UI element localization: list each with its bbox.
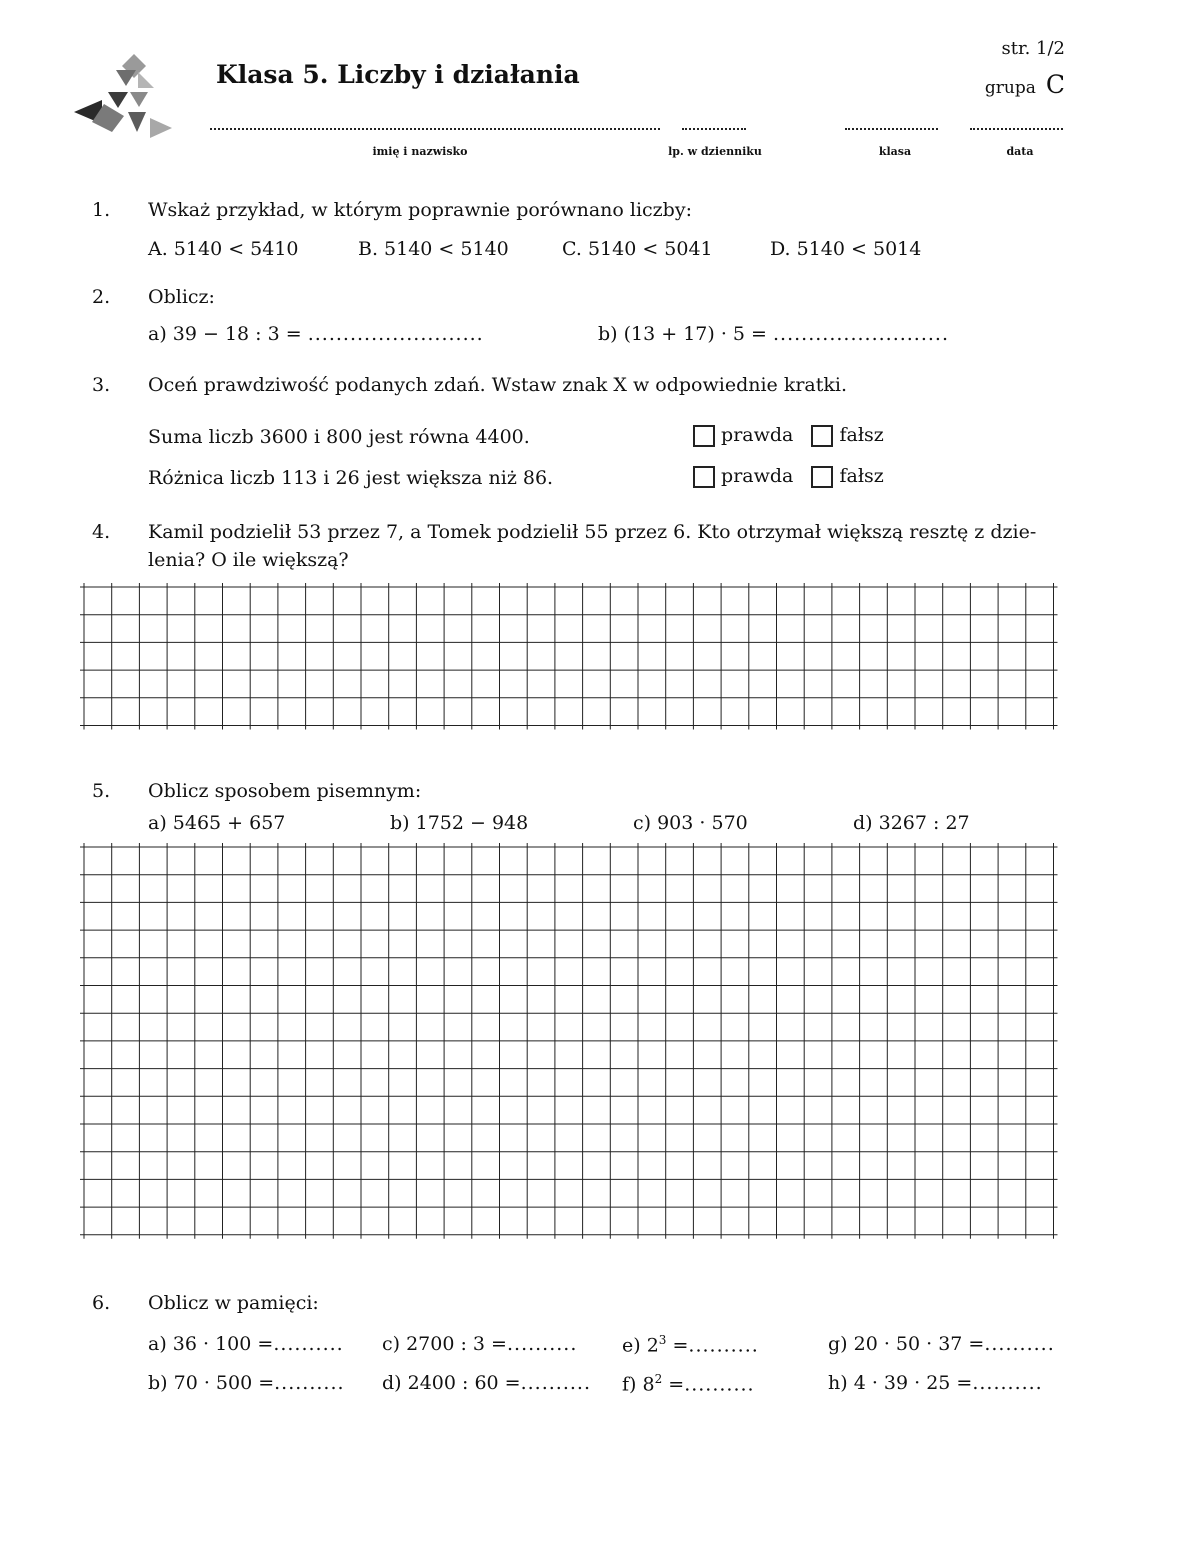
q4-number: 4.	[92, 521, 111, 543]
q4-answer-grid[interactable]	[80, 583, 1060, 753]
q6-e-blank[interactable]: ..........	[688, 1334, 759, 1357]
q2-part-b	[598, 323, 949, 345]
q2-number: 2.	[92, 286, 111, 308]
q3-number: 3.	[92, 374, 111, 396]
q2-text: Oblicz:	[148, 286, 215, 308]
q6-item-h	[828, 1372, 1043, 1394]
q6-item-e	[622, 1333, 759, 1356]
q6-item-d	[382, 1372, 591, 1394]
q4-text-line2: lenia? O ile większą?	[148, 549, 349, 571]
q5-item-d: d) 3267 : 27	[853, 812, 970, 834]
q5-number: 5.	[92, 780, 111, 802]
q3-row1-false-checkbox[interactable]	[811, 425, 833, 447]
q6-c-blank[interactable]: ..........	[506, 1333, 578, 1355]
q6-item-f	[622, 1372, 755, 1395]
q5-item-c: c) 903 · 570	[633, 812, 748, 834]
q1-text: Wskaż przykład, w którym poprawnie porównano liczby:	[148, 199, 692, 221]
q2-a-answer-blank[interactable]: .........................	[307, 323, 484, 345]
q6-f-base: f) 8	[622, 1373, 655, 1396]
q3-row1-false-label: fałsz	[839, 424, 884, 446]
q6-b-expression: b) 70 · 500 =	[148, 1372, 275, 1394]
q5-answer-grid[interactable]	[80, 843, 1060, 1263]
q6-d-expression: d) 2400 : 60 =	[382, 1372, 521, 1394]
page-number: str. 1/2	[1001, 38, 1065, 59]
q3-text: Oceń prawdziwość podanych zdań. Wstaw znak X w odpowiednie kratki.	[148, 374, 848, 396]
q6-e-base: e) 2	[622, 1334, 659, 1357]
q6-b-blank[interactable]: ..........	[274, 1372, 345, 1394]
q6-number: 6.	[92, 1292, 111, 1314]
q6-text: Oblicz w pamięci:	[148, 1292, 319, 1314]
group-indicator	[985, 70, 1065, 99]
q2-b-answer-blank[interactable]: .........................	[773, 323, 950, 345]
q2-a-expression: a) 39 − 18 : 3 =	[148, 323, 302, 345]
q3-statement-1: Suma liczb 3600 i 800 jest równa 4400.	[148, 426, 530, 448]
q3-row2-false-label: fałsz	[839, 465, 884, 487]
q1-option-d[interactable]: D. 5140 < 5014	[770, 238, 922, 260]
class-caption: klasa	[878, 145, 912, 158]
q6-a-expression: a) 36 · 100 =	[148, 1333, 274, 1355]
q3-row2-true-checkbox[interactable]	[693, 466, 715, 488]
q6-f-blank[interactable]: ..........	[684, 1373, 755, 1396]
q3-row1-true-label: prawda	[721, 424, 794, 446]
q6-f-equals: =	[662, 1373, 685, 1396]
q6-item-g	[828, 1333, 1055, 1355]
q6-item-a	[148, 1333, 344, 1355]
q3-row2-false-checkbox[interactable]	[811, 466, 833, 488]
q2-b-expression: b) (13 + 17) · 5 =	[598, 323, 767, 345]
q5-text: Oblicz sposobem pisemnym:	[148, 780, 422, 802]
register-number-field[interactable]	[682, 128, 746, 130]
q5-item-b: b) 1752 − 948	[390, 812, 529, 834]
q6-c-expression: c) 2700 : 3 =	[382, 1333, 507, 1355]
q1-option-c[interactable]: C. 5140 < 5041	[562, 238, 713, 260]
q3-row1-true-checkbox[interactable]	[693, 425, 715, 447]
logo	[72, 52, 174, 146]
q6-g-expression: g) 20 · 50 · 37 =	[828, 1333, 985, 1355]
q6-h-expression: h) 4 · 39 · 25 =	[828, 1372, 973, 1394]
q1-option-b[interactable]: B. 5140 < 5140	[358, 238, 509, 260]
date-caption: data	[1006, 145, 1034, 158]
q3-row2-answers	[693, 465, 884, 488]
name-field[interactable]	[210, 128, 660, 130]
q1-option-a[interactable]: A. 5140 < 5410	[148, 238, 299, 260]
q3-statement-2: Różnica liczb 113 i 26 jest większa niż 86.	[148, 467, 554, 489]
q3-row1-answers	[693, 424, 884, 447]
q6-f-exponent: 2	[654, 1372, 663, 1386]
q3-row2-true-label: prawda	[721, 465, 794, 487]
q6-a-blank[interactable]: ..........	[273, 1333, 344, 1355]
q6-item-c	[382, 1333, 577, 1355]
q5-item-a: a) 5465 + 657	[148, 812, 286, 834]
q6-e-exponent: 3	[658, 1333, 667, 1347]
q6-item-b	[148, 1372, 345, 1394]
group-letter: C	[1045, 70, 1065, 99]
q2-part-a	[148, 323, 484, 345]
group-label: grupa	[984, 78, 1036, 98]
date-field[interactable]	[970, 128, 1063, 130]
q6-h-blank[interactable]: ..........	[972, 1372, 1043, 1394]
q4-text-line1: Kamil podzielił 53 przez 7, a Tomek podzielił 55 przez 6. Kto otrzymał większą resztę z dzie-	[148, 521, 1037, 543]
q6-d-blank[interactable]: ..........	[520, 1372, 591, 1394]
register-number-caption: lp. w dzienniku	[668, 145, 762, 158]
q6-g-blank[interactable]: ..........	[984, 1333, 1055, 1355]
q6-e-equals: =	[666, 1334, 689, 1357]
class-field[interactable]	[845, 128, 938, 130]
q1-number: 1.	[92, 199, 111, 221]
worksheet-title: Klasa 5. Liczby i działania	[216, 60, 580, 89]
name-caption: imię i nazwisko	[372, 145, 468, 158]
